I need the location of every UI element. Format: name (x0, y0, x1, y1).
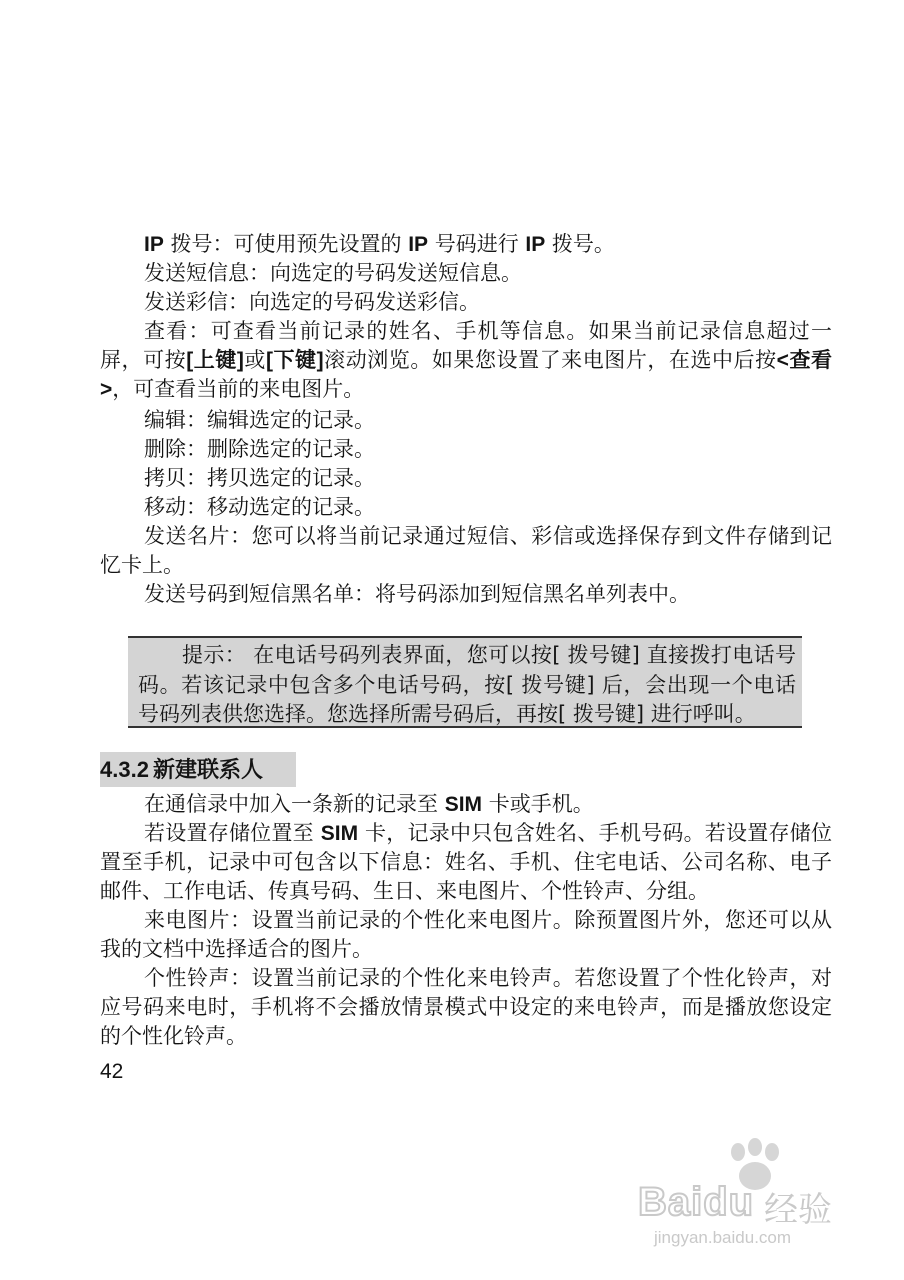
item-send-card: 发送名片：您可以将当前记录通过短信、彩信或选择保存到文件存储到记忆卡上。 (100, 524, 832, 577)
section-number: 4.3.2 (100, 757, 149, 782)
item-blacklist: 发送号码到短信黑名单：将号码添加到短信黑名单列表中。 (144, 582, 690, 606)
item-edit: 编辑：编辑选定的记录。 (144, 408, 375, 432)
item-send-sms: 发送短信息：向选定的号码发送短信息。 (144, 261, 522, 285)
baidu-watermark (630, 1138, 890, 1248)
section-para-4: 个性铃声：设置当前记录的个性化来电铃声。若您设置了个性化铃声，对应号码来电时，手机将不会播放情景模式中设定的来电铃声，而是播放您设定的个性化铃声。 (100, 966, 832, 1048)
section-para-1: 在通信录中加入一条新的记录至 SIM 卡或手机。 (144, 792, 594, 816)
item-send-mms: 发送彩信：向选定的号码发送彩信。 (144, 290, 480, 314)
item-ip-dial: IP 拨号：可使用预先设置的 IP 号码进行 IP 拨号。 (144, 232, 615, 256)
section-para-2: 若设置存储位置至 SIM 卡，记录中只包含姓名、手机号码。若设置存储位置至手机，记录中可包含以下信息：姓名、手机、住宅电话、公司名称、电子邮件、工作电话、传真号码、生日、来电图片、个性铃声、分组。 (100, 821, 832, 903)
section-para-3: 来电图片：设置当前记录的个性化来电图片。除预置图片外，您还可以从我的文档中选择适合的图片。 (100, 908, 832, 961)
section-heading (100, 752, 296, 787)
watermark-logo: Baidu (638, 1180, 755, 1224)
tip-text: 提示： 在电话号码列表界面，您可以按[ 拨号键] 直接拨打电话号码。若该记录中包含多个电话号码，按[ 拨号键] 后，会出现一个电话号码列表供您选择。您选择所需号码后，再按[ 拨号键] 进行呼叫。 (138, 643, 796, 726)
page-number: 42 (100, 1060, 124, 1083)
section-title: 新建联系人 (152, 758, 263, 783)
item-delete: 删除：删除选定的记录。 (144, 437, 375, 461)
watermark-cn: 经验 (764, 1190, 832, 1230)
item-move: 移动：移动选定的记录。 (144, 495, 375, 519)
watermark-url: jingyan.baidu.com (654, 1228, 792, 1247)
item-copy: 拷贝：拷贝选定的记录。 (144, 466, 375, 490)
item-view: 查看：可查看当前记录的姓名、手机等信息。如果当前记录信息超过一屏，可按[上键]或[下键]滚动浏览。如果您设置了来电图片，在选中后按<查看>，可查看当前的来电图片。 (100, 319, 833, 401)
tip-box (128, 636, 802, 728)
